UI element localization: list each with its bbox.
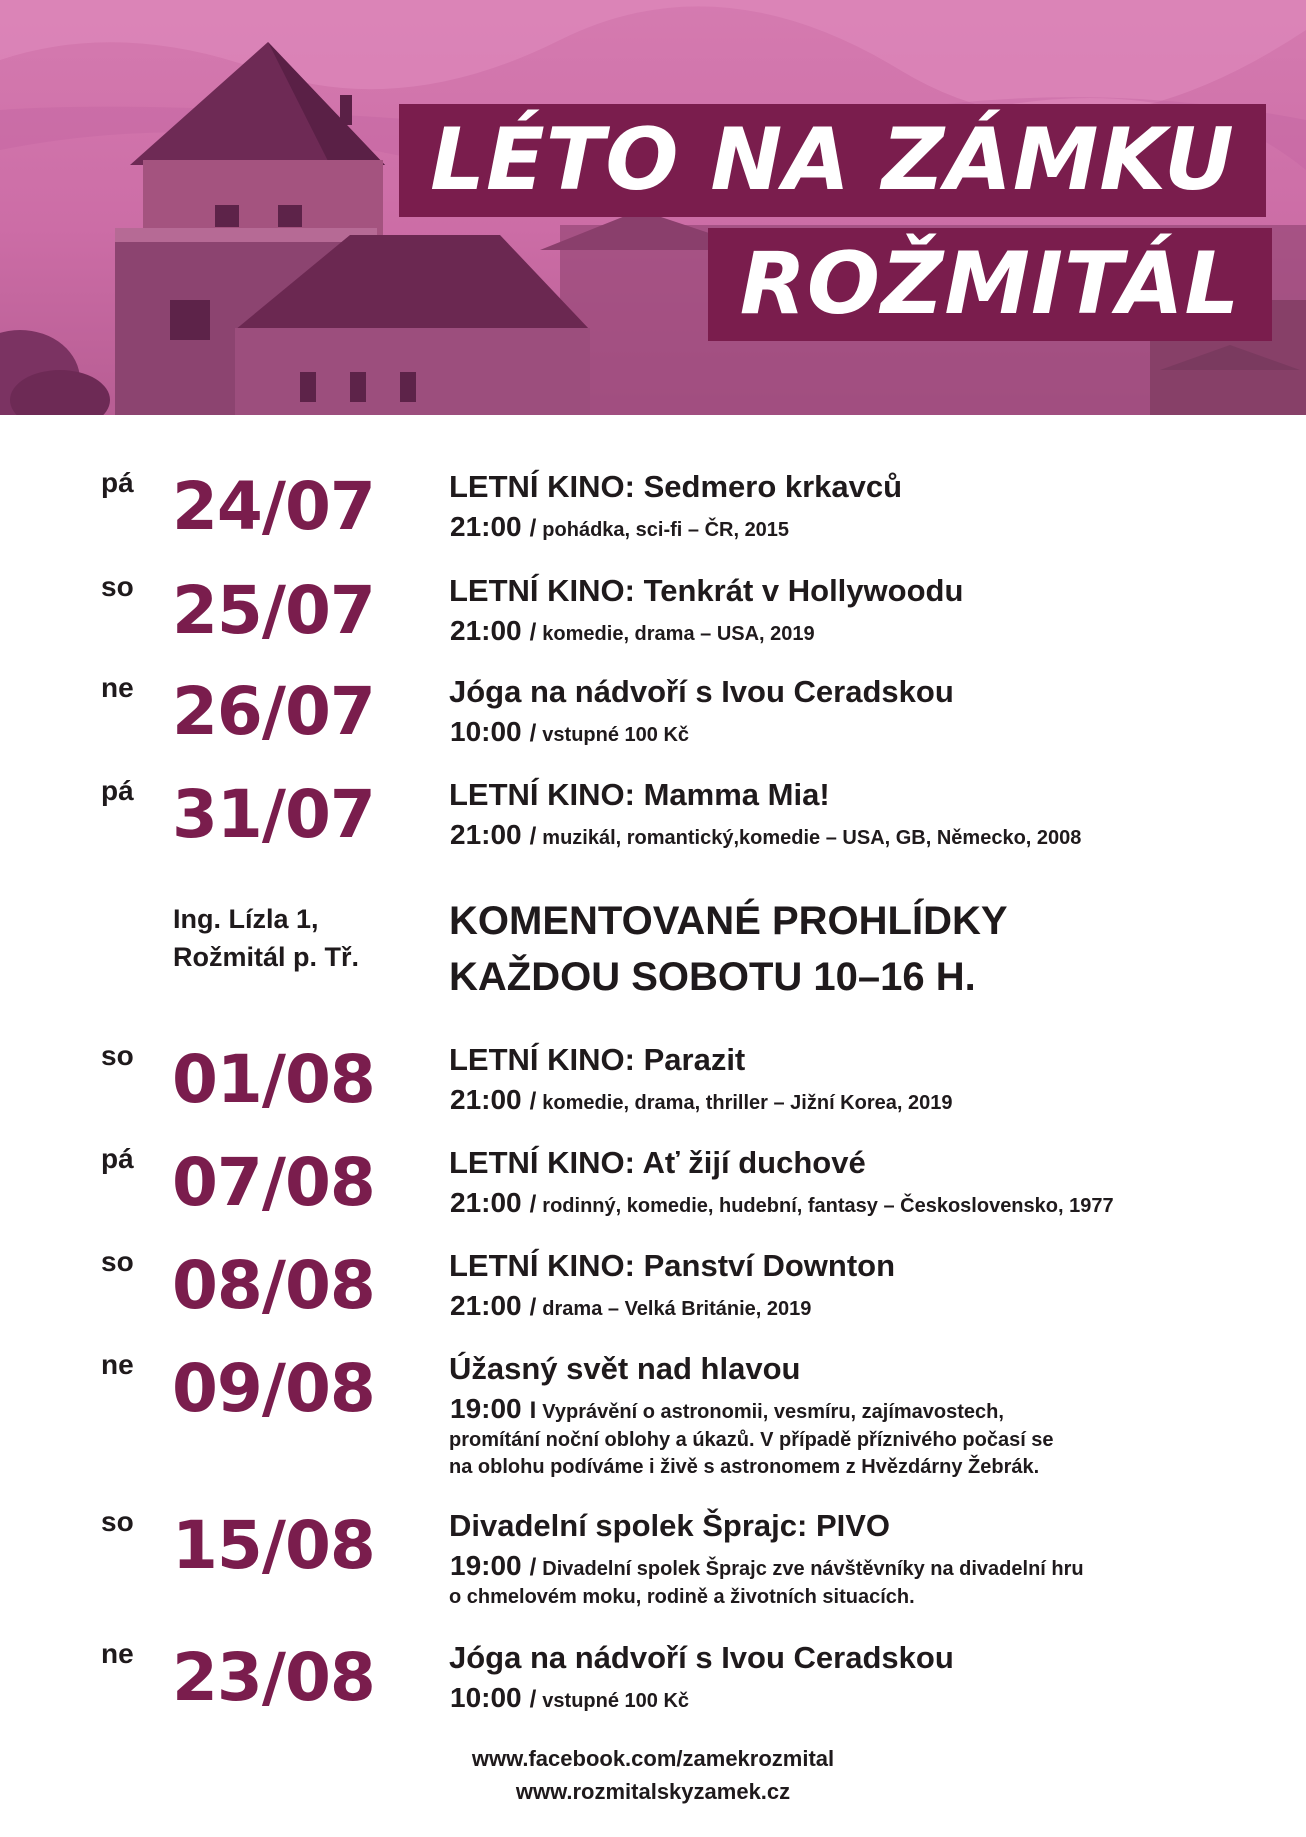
- event-day: ne: [101, 672, 134, 703]
- event-day: pá: [101, 467, 134, 498]
- event-details: muzikál, romantický,komedie – USA, GB, Německo, 2008: [542, 827, 1082, 849]
- event-date: 01/08: [172, 1041, 375, 1118]
- event-time: 21:00: [450, 615, 522, 646]
- tours-line-1: KOMENTOVANÉ PROHLÍDKY: [449, 899, 1008, 943]
- tours-line-2: KAŽDOU SOBOTU 10–16 H.: [449, 955, 976, 999]
- event-separator: /: [529, 619, 537, 646]
- event-time: 21:00: [450, 1187, 522, 1218]
- event-info: [450, 615, 815, 647]
- event-details: vstupné 100 Kč: [542, 1690, 690, 1712]
- event-date: 07/08: [172, 1144, 375, 1221]
- castle-address: [173, 900, 359, 976]
- event-separator: /: [529, 823, 537, 850]
- event-info: [450, 1393, 1004, 1425]
- event-title: LETNÍ KINO: Mamma Mia!: [449, 777, 830, 812]
- footer: [0, 1742, 1306, 1808]
- event-date: 09/08: [172, 1350, 375, 1427]
- title-line-2: ROŽMITÁL: [708, 228, 1272, 341]
- event-date: 25/07: [172, 572, 375, 649]
- event-separator: /: [529, 515, 537, 542]
- event-title: Jóga na nádvoří s Ivou Ceradskou: [449, 1640, 954, 1675]
- event-info: [450, 1550, 1084, 1582]
- event-info: [450, 819, 1081, 851]
- event-time: 21:00: [450, 511, 522, 542]
- event-time: 21:00: [450, 1290, 522, 1321]
- event-info: [450, 1682, 689, 1714]
- event-title: LETNÍ KINO: Tenkrát v Hollywoodu: [449, 573, 964, 608]
- event-day: pá: [101, 1143, 134, 1174]
- event-separator: /: [529, 1191, 537, 1218]
- event-separator: /: [529, 1088, 537, 1115]
- event-date: 26/07: [172, 673, 375, 750]
- event-info: [450, 1084, 952, 1116]
- event-info: [450, 1290, 811, 1322]
- event-separator: /: [529, 1294, 537, 1321]
- event-date: 08/08: [172, 1247, 375, 1324]
- event-date: 31/07: [172, 776, 375, 853]
- event-details: drama – Velká Británie, 2019: [542, 1298, 812, 1320]
- event-day: so: [101, 1246, 134, 1277]
- event-details: komedie, drama, thriller – Jižní Korea, 2019: [542, 1092, 953, 1114]
- address-line-1: Ing. Lízla 1,: [173, 904, 319, 934]
- website-link[interactable]: www.rozmitalskyzamek.cz: [515, 1779, 791, 1804]
- event-description: [449, 1427, 1054, 1481]
- event-info: [450, 1187, 1114, 1219]
- event-title: LETNÍ KINO: Ať žijí duchové: [449, 1145, 866, 1180]
- event-title: Divadelní spolek Šprajc: PIVO: [449, 1508, 891, 1543]
- event-day: so: [101, 571, 134, 602]
- event-date: 15/08: [172, 1507, 375, 1584]
- event-details: rodinný, komedie, hudební, fantasy – Československo, 1977: [542, 1195, 1114, 1217]
- event-description-line: o chmelovém moku, rodině a životních situacích.: [449, 1586, 915, 1608]
- event-day: ne: [101, 1638, 134, 1669]
- event-title: LETNÍ KINO: Sedmero krkavců: [449, 469, 903, 504]
- event-title: LETNÍ KINO: Parazit: [449, 1042, 746, 1077]
- event-title: Jóga na nádvoří s Ivou Ceradskou: [449, 674, 954, 709]
- event-title: Úžasný svět nad hlavou: [449, 1351, 801, 1386]
- event-title: LETNÍ KINO: Panství Downton: [449, 1248, 896, 1283]
- guided-tours-notice: [449, 893, 1008, 1005]
- event-info: [450, 716, 689, 748]
- event-description-line: promítání noční oblohy a úkazů. V případě příznivého počasí se: [449, 1429, 1054, 1451]
- event-time: 19:00: [450, 1393, 522, 1424]
- event-separator: I: [529, 1397, 537, 1424]
- event-info: [450, 511, 789, 543]
- event-time: 21:00: [450, 819, 522, 850]
- event-details: komedie, drama – USA, 2019: [542, 623, 815, 645]
- event-time: 10:00: [450, 1682, 522, 1713]
- header-photo: [0, 0, 1306, 415]
- event-day: so: [101, 1506, 134, 1537]
- address-line-2: Rožmitál p. Tř.: [173, 942, 360, 972]
- event-description: [449, 1584, 915, 1611]
- event-details: Vyprávění o astronomii, vesmíru, zajímavostech,: [542, 1401, 1004, 1423]
- event-time: 21:00: [450, 1084, 522, 1115]
- event-day: pá: [101, 775, 134, 806]
- event-details: vstupné 100 Kč: [542, 724, 690, 746]
- event-date: 23/08: [172, 1639, 375, 1716]
- event-separator: /: [529, 1686, 537, 1713]
- event-details: Divadelní spolek Šprajc zve návštěvníky na divadelní hru: [542, 1558, 1084, 1580]
- event-separator: /: [529, 1554, 537, 1581]
- facebook-link[interactable]: www.facebook.com/zamekrozmital: [471, 1746, 835, 1771]
- event-day: so: [101, 1040, 134, 1071]
- event-day: ne: [101, 1349, 134, 1380]
- event-date: 24/07: [172, 468, 375, 545]
- event-details: pohádka, sci-fi – ČR, 2015: [542, 519, 790, 541]
- event-time: 10:00: [450, 716, 522, 747]
- event-separator: /: [529, 720, 537, 747]
- event-description-line: na oblohu podíváme i živě s astronomem z Hvězdárny Žebrák.: [449, 1456, 1040, 1478]
- event-time: 19:00: [450, 1550, 522, 1581]
- title-line-1: LÉTO NA ZÁMKU: [399, 104, 1266, 217]
